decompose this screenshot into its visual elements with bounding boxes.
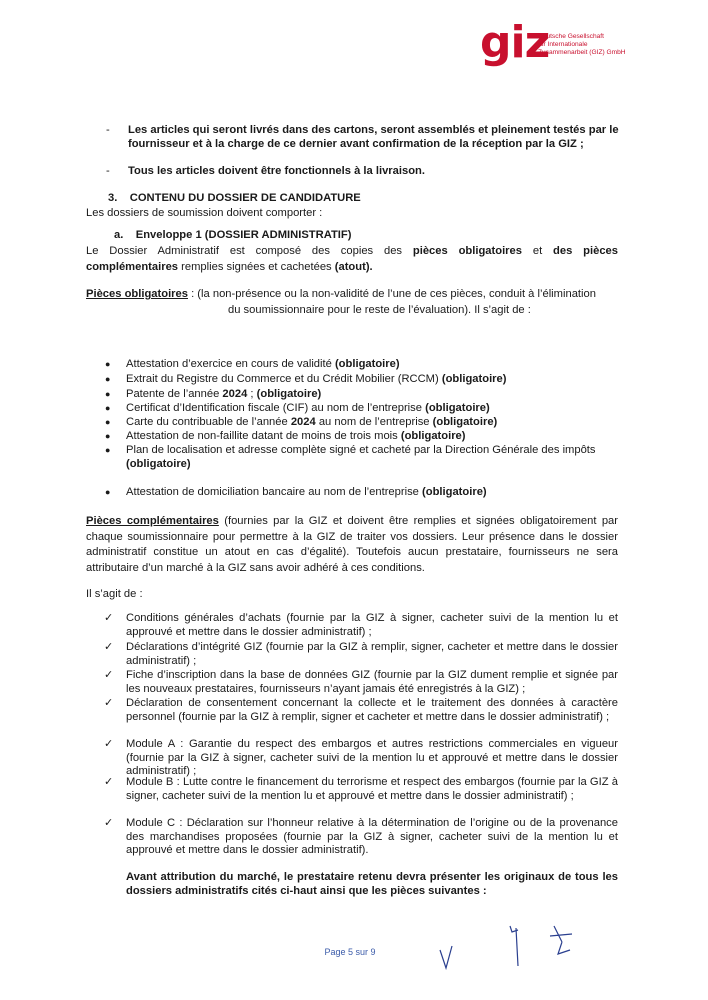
logo-mark: giz [480,17,550,68]
list-item: ● Carte du contribuable de l’année 2024 au nom de l’entreprise (obligatoire) [105,416,498,428]
section-3-heading: 3. CONTENU DU DOSSIER DE CANDIDATURE [108,192,361,204]
obligatoires-line-2: du soumissionnaire pour le reste de l’évaluation). Il s’agit de : [228,304,531,316]
list-item: ● Plan de localisation et adresse complète signé et cacheté par la Direction Générale des impôts (obligatoire) [105,444,596,470]
check-icon: ✓ [104,641,114,653]
enveloppe-bold: (atout). [334,261,373,273]
complementaires-text: (fournies par la GIZ et doivent être remplies et signées obligatoirement par chaque soumissionnaire pour permettre à la GIZ de traiter vos dossiers. Leur présence dans le dossier administratif constitue un atout en cas d’égalité). Toutefois aucun prestataire, fournisseurs ne sera attributaire d’un marché à la GIZ sans avoir adhéré à ces conditions. [86,515,619,574]
org-line-1: Deutsche Gesellschaft [538,33,604,40]
giz-logo [480,17,650,74]
list-item: ✓ Fiche d’inscription dans la base de données GIZ (fournie par la GIZ dument remplie et signée par les nouveaux prestataires, fournisseurs n’ayant jamais été enregistrés à la GIZ) ; [104,669,618,695]
dash-text: Tous les articles doivent être fonctionnels à la livraison. [128,165,425,177]
page-number: Page 5 sur 9 [324,947,376,957]
list-item: ● Attestation d’exercice en cours de validité (obligatoire) [105,358,400,370]
bullet-icon: ● [105,374,111,384]
bullet-icon: ● [105,389,111,399]
bullet-icon: ● [105,417,111,427]
dash-item [106,124,626,151]
enveloppe-heading: a. Enveloppe 1 (DOSSIER ADMINISTRATIF) [114,229,352,241]
check-icon: ✓ [104,738,114,750]
bullet-icon: ● [105,445,111,455]
org-line-3: Zusammenarbeit (GIZ) GmbH [538,49,626,57]
bullet-icon: ● [105,487,111,497]
list-item: ● Attestation de non-faillite datant de moins de trois mois (obligatoire) [105,430,466,442]
list-item: ✓ Conditions générales d’achats (fournie par la GIZ à signer, cacheter suivi de la mention lu et approuvé et mettre dans le dossier administratif) ; [104,612,618,638]
obligatoires-text: : (la non-présence ou la non-validité de l’une de ces pièces, conduit à l’élimination [187,288,596,300]
section-3-intro: Les dossiers de soumission doivent comporter : [86,207,323,219]
list-item: ✓ Module B : Lutte contre le financement du terrorisme et respect des embargos (fournie par la GIZ à signer, cacheter suivi de la mention lu et approuvé et mettre dans le dossier administratif) ; [104,776,618,802]
list-item: ● Attestation de domiciliation bancaire au nom de l’entreprise (obligatoire) [105,486,487,498]
enveloppe-text: et [521,245,554,257]
obligatoires-label: Pièces obligatoires [86,288,188,300]
bullet-icon: ● [105,431,111,441]
obligatoires-line-1 [86,288,626,302]
bullet-icon: ● [105,359,111,369]
logo-org-name [538,33,626,58]
list-item: ✓ Module A : Garantie du respect des embargos et autres restrictions commerciales en vigueur (fournie par la GIZ à signer, cacheter suivi de la mention lu et approuvé et mettre dans le dossier administratif) ; [104,738,618,778]
list-item: ✓ Déclarations d’intégrité GIZ (fournie par la GIZ à remplir, signer, cacheter et mettre dans le dossier administratif) ; [104,641,618,667]
check-icon: ✓ [104,817,114,829]
enveloppe-text: remplies signées et cachetées [178,261,335,273]
closing-paragraph: Avant attribution du marché, le prestataire retenu devra présenter les originaux de tous les dossiers administratifs cités ci-haut ainsi que les pièces suivantes : [126,871,618,897]
complementaires-paragraph [86,514,618,576]
complementaires-label: Pièces complémentaires [86,515,219,527]
list-item: ✓ Module C : Déclaration sur l’honneur relative à la détermination de l’origine ou de la provenance des marchandises proposées (fournie par la GIZ à signer, cacheter suivi de la mention lu et approuvé et mettre dans le dossier administratif). [104,817,618,857]
check-icon: ✓ [104,697,114,709]
dash-marker: - [106,124,110,136]
dash-marker: - [106,165,110,177]
enveloppe-paragraph [86,243,618,275]
enveloppe-text: Le Dossier Administratif est composé des copies des [86,245,413,257]
list-item: ● Extrait du Registre du Commerce et du Crédit Mobilier (RCCM) (obligatoire) [105,373,507,385]
enveloppe-bold: des pièces complémentaires [86,245,618,273]
list-item: ✓ Déclaration de consentement concernant la collecte et le traitement des données à caractère personnel (fournie par la GIZ à remplir, signer et cacheter et mettre dans le dossier administratif) ; [104,697,618,723]
check-icon: ✓ [104,669,114,681]
complementaires-intro: Il s’agit de : [86,588,143,600]
list-item: ● Certificat d’Identification fiscale (CIF) au nom de l’entreprise (obligatoire) [105,402,490,414]
org-line-2: für Internationale [538,41,588,49]
bullet-icon: ● [105,403,111,413]
enveloppe-bold: pièces obligatoires [412,245,522,257]
check-icon: ✓ [104,776,114,788]
check-icon: ✓ [104,612,114,624]
dash-item [106,165,626,179]
list-item: ● Patente de l’année 2024 ; (obligatoire) [105,388,322,400]
dash-text: Les articles qui seront livrés dans des cartons, seront assemblés et pleinement testés par le fournisseur et à la charge de ce dernier avant confirmation de la réception par la GIZ ; [128,124,619,150]
